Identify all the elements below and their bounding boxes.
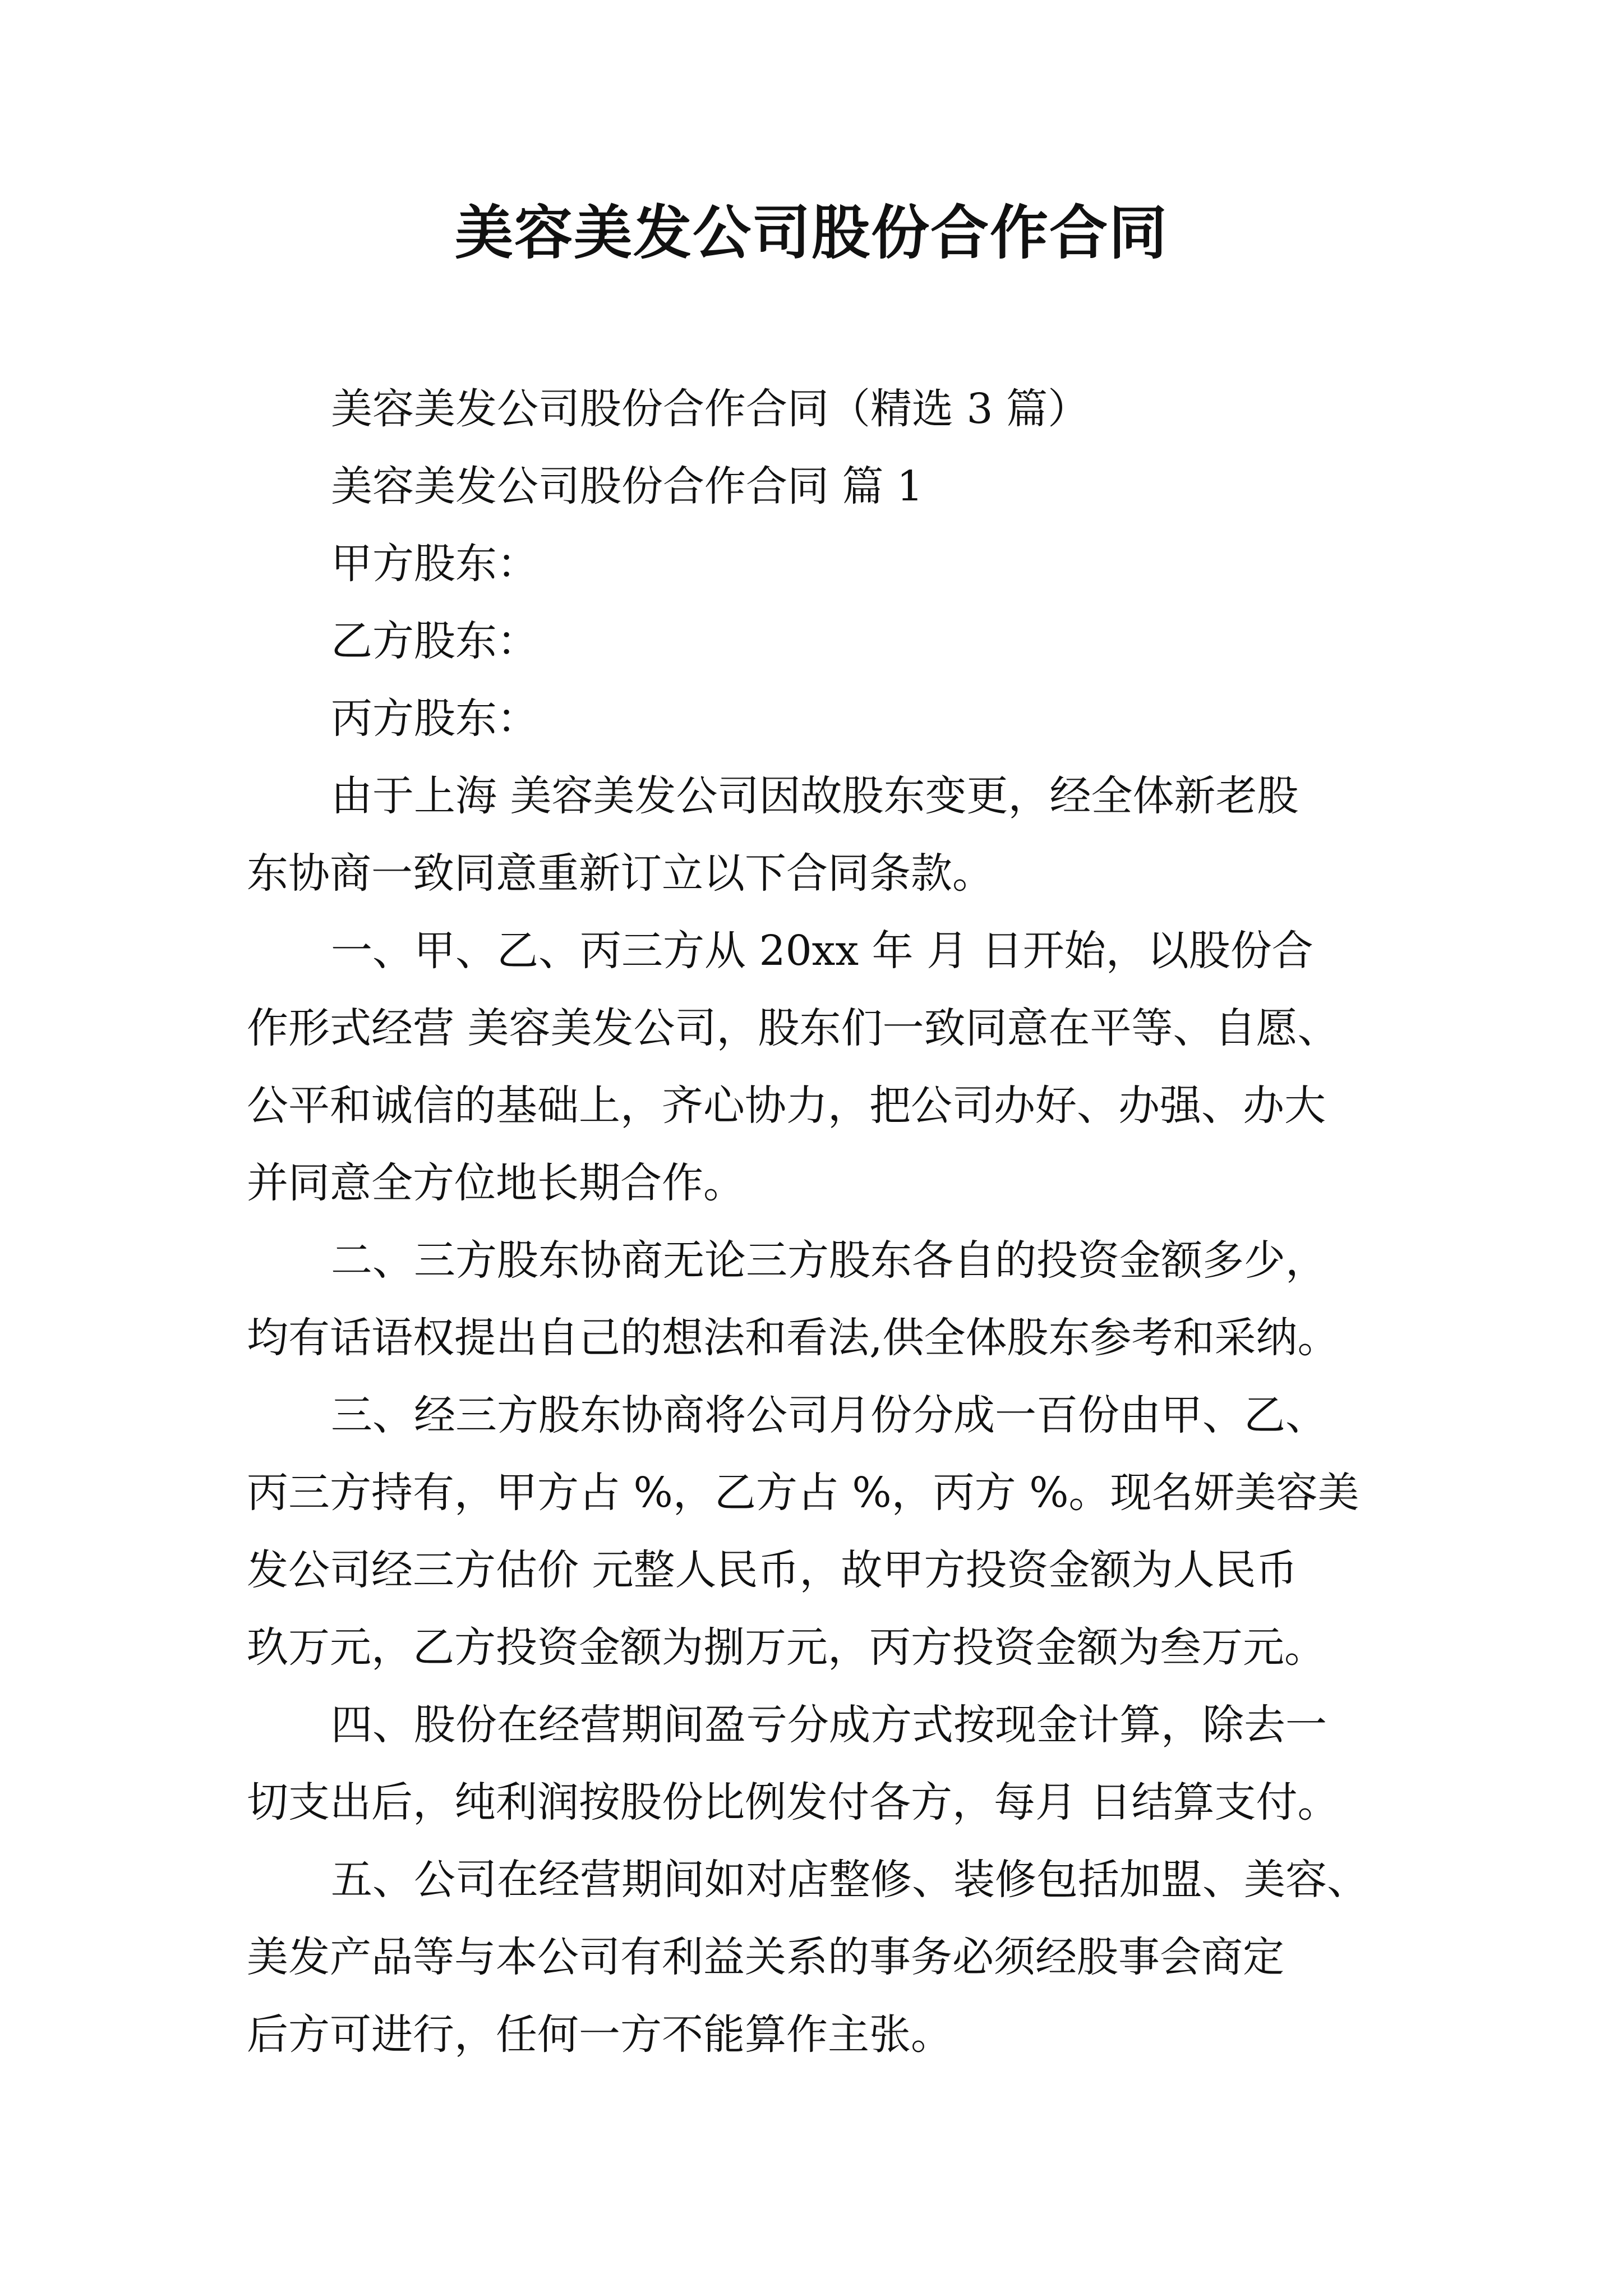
text-line: 玖万元，乙方投资金额为捌万元，丙方投资金额为叁万元。 [247,1623,1326,1672]
text-line: 发公司经三方估价 元整人民币，故甲方投资金额为人民币 [247,1546,1298,1594]
text-line: 后方可进行，任何一方不能算作主张。 [247,2010,952,2059]
text-line: 作形式经营 美容美发公司，股东们一致同意在平等、自愿、 [247,1004,1339,1052]
text-line: 美容美发公司股份合作合同（精选 3 篇） [331,385,1090,433]
text-line: 丙方股东： [331,694,538,743]
document-title: 美容美发公司股份合作合同 [454,198,1168,267]
text-line: 公平和诚信的基础上，齐心协力，把公司办好、办强、办大 [247,1082,1326,1130]
text-line: 一、甲、乙、丙三方从 20xx 年 月 日开始，以股份合 [331,927,1313,975]
text-line: 乙方股东： [331,617,538,665]
text-line: 并同意全方位地长期合作。 [247,1159,745,1207]
text-line: 由于上海 美容美发公司因故股东变更，经全体新老股 [331,772,1299,820]
document-body [247,370,1380,2073]
text-line: 五、公司在经营期间如对店整修、装修包括加盟、美容、 [331,1856,1368,1904]
text-line: 甲方股东： [331,540,538,588]
text-line: 东协商一致同意重新订立以下合同条款。 [247,849,994,898]
text-line: 均有话语权提出自己的想法和看法,供全体股东参考和采纳。 [247,1314,1339,1362]
text-line: 切支出后，纯利润按股份比例发付各方，每月 日结算支付。 [247,1778,1339,1826]
text-line: 美发产品等与本公司有利益关系的事务必须经股事会商定 [247,1933,1284,1981]
text-line: 四、股份在经营期间盈亏分成方式按现金计算，除去一 [331,1701,1327,1749]
text-line: 丙三方持有，甲方占 %，乙方占 %，丙方 %。现名妍美容美 [247,1469,1359,1517]
text-line: 美容美发公司股份合作合同 篇 1 [331,462,924,510]
text-line: 二、三方股东协商无论三方股东各自的投资金额多少， [331,1236,1327,1285]
text-line: 三、经三方股东协商将公司月份分成一百份由甲、乙、 [331,1391,1327,1439]
